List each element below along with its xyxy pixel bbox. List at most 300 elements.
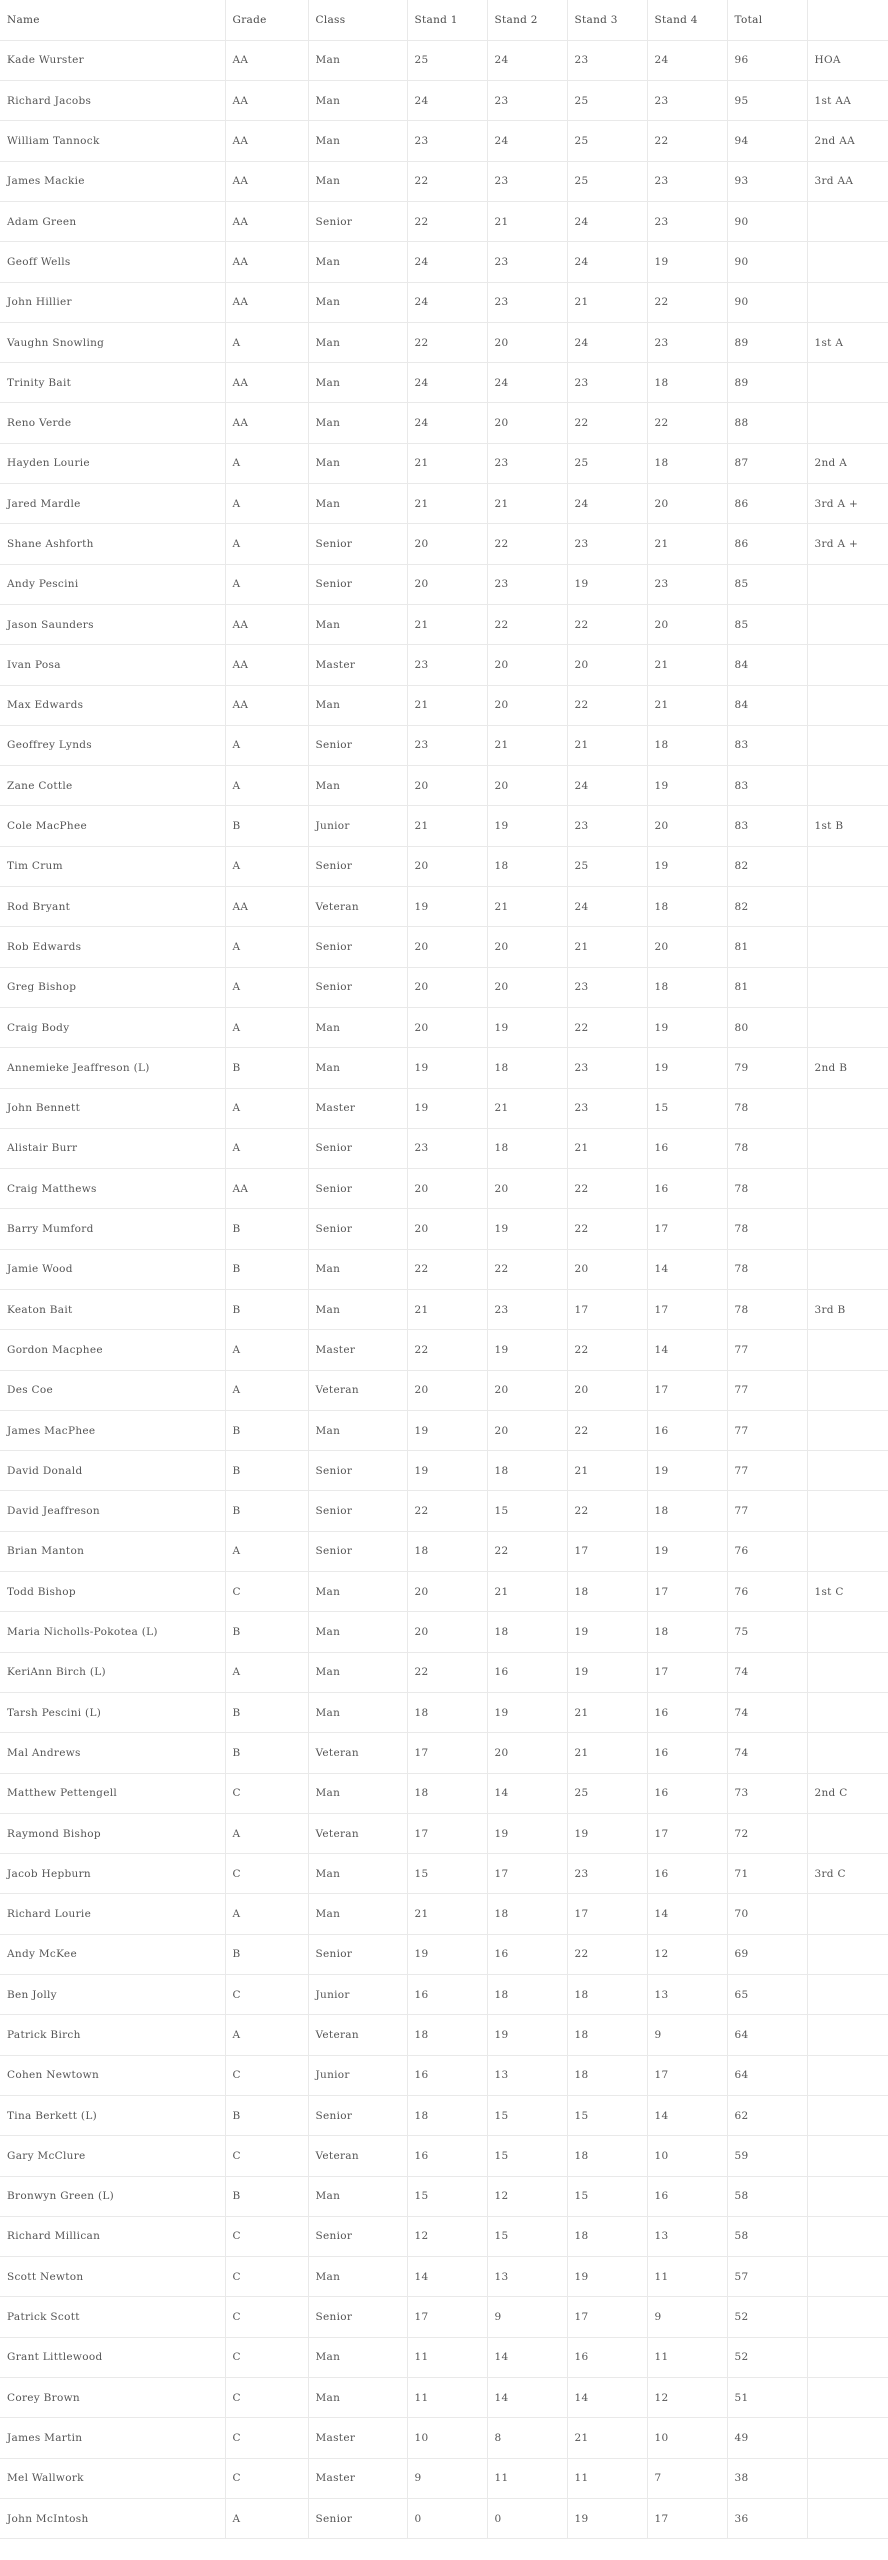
cell-grade: C bbox=[225, 2297, 308, 2337]
cell-name: Des Coe bbox=[0, 1370, 225, 1410]
cell-stand-1: 17 bbox=[407, 1733, 487, 1773]
cell-total: 89 bbox=[727, 363, 807, 403]
cell-stand-1: 9 bbox=[407, 2458, 487, 2498]
cell-award: 1st AA bbox=[807, 81, 888, 121]
cell-grade: A bbox=[225, 1007, 308, 1047]
cell-name: David Donald bbox=[0, 1451, 225, 1491]
cell-name: Raymond Bishop bbox=[0, 1813, 225, 1853]
cell-stand-1: 19 bbox=[407, 887, 487, 927]
cell-stand-4: 19 bbox=[647, 766, 727, 806]
cell-award: 2nd A bbox=[807, 443, 888, 483]
cell-stand-3: 22 bbox=[567, 1410, 647, 1450]
table-row bbox=[0, 322, 888, 362]
cell-total: 78 bbox=[727, 1209, 807, 1249]
cell-name: Jared Mardle bbox=[0, 484, 225, 524]
cell-stand-4: 19 bbox=[647, 242, 727, 282]
table-row bbox=[0, 1854, 888, 1894]
cell-stand-4: 23 bbox=[647, 81, 727, 121]
cell-total: 81 bbox=[727, 967, 807, 1007]
cell-stand-2: 20 bbox=[487, 927, 567, 967]
cell-name: Patrick Scott bbox=[0, 2297, 225, 2337]
cell-stand-1: 18 bbox=[407, 1773, 487, 1813]
cell-stand-3: 22 bbox=[567, 1169, 647, 1209]
cell-grade: AA bbox=[225, 363, 308, 403]
cell-grade: C bbox=[225, 1773, 308, 1813]
cell-name: Tim Crum bbox=[0, 846, 225, 886]
table-row bbox=[0, 1692, 888, 1732]
cell-stand-4: 12 bbox=[647, 1934, 727, 1974]
cell-total: 71 bbox=[727, 1854, 807, 1894]
cell-stand-3: 17 bbox=[567, 1894, 647, 1934]
cell-grade: B bbox=[225, 1209, 308, 1249]
cell-stand-4: 10 bbox=[647, 2418, 727, 2458]
cell-grade: AA bbox=[225, 685, 308, 725]
cell-class: Man bbox=[308, 1410, 407, 1450]
cell-stand-2: 23 bbox=[487, 81, 567, 121]
cell-stand-3: 14 bbox=[567, 2378, 647, 2418]
cell-grade: C bbox=[225, 2055, 308, 2095]
cell-stand-4: 21 bbox=[647, 524, 727, 564]
cell-award: 3rd A + bbox=[807, 524, 888, 564]
cell-total: 78 bbox=[727, 1249, 807, 1289]
cell-stand-4: 17 bbox=[647, 2498, 727, 2538]
cell-total: 95 bbox=[727, 81, 807, 121]
cell-award: 3rd A + bbox=[807, 484, 888, 524]
table-row bbox=[0, 2297, 888, 2337]
cell-stand-1: 20 bbox=[407, 524, 487, 564]
cell-name: Hayden Lourie bbox=[0, 443, 225, 483]
table-row bbox=[0, 161, 888, 201]
cell-name: Greg Bishop bbox=[0, 967, 225, 1007]
cell-stand-2: 9 bbox=[487, 2297, 567, 2337]
cell-stand-1: 10 bbox=[407, 2418, 487, 2458]
cell-stand-3: 24 bbox=[567, 322, 647, 362]
cell-award: 1st B bbox=[807, 806, 888, 846]
cell-class: Veteran bbox=[308, 1733, 407, 1773]
cell-stand-2: 20 bbox=[487, 1410, 567, 1450]
cell-class: Man bbox=[308, 443, 407, 483]
cell-stand-3: 24 bbox=[567, 242, 647, 282]
cell-stand-1: 21 bbox=[407, 1290, 487, 1330]
table-row bbox=[0, 1773, 888, 1813]
table-row bbox=[0, 1652, 888, 1692]
cell-stand-3: 17 bbox=[567, 1290, 647, 1330]
cell-stand-4: 9 bbox=[647, 2015, 727, 2055]
cell-total: 79 bbox=[727, 1048, 807, 1088]
cell-award bbox=[807, 564, 888, 604]
cell-grade: B bbox=[225, 1410, 308, 1450]
table-row bbox=[0, 40, 888, 80]
cell-award bbox=[807, 1491, 888, 1531]
cell-name: Richard Lourie bbox=[0, 1894, 225, 1934]
cell-name: Mal Andrews bbox=[0, 1733, 225, 1773]
cell-award bbox=[807, 2498, 888, 2538]
table-row bbox=[0, 806, 888, 846]
header-stand-2: Stand 2 bbox=[487, 0, 567, 40]
cell-stand-1: 21 bbox=[407, 484, 487, 524]
table-row bbox=[0, 2136, 888, 2176]
cell-stand-1: 18 bbox=[407, 1692, 487, 1732]
cell-name: Rob Edwards bbox=[0, 927, 225, 967]
cell-grade: B bbox=[225, 1290, 308, 1330]
cell-stand-1: 21 bbox=[407, 685, 487, 725]
cell-award bbox=[807, 282, 888, 322]
cell-class: Man bbox=[308, 40, 407, 80]
cell-name: Richard Jacobs bbox=[0, 81, 225, 121]
cell-stand-2: 14 bbox=[487, 2337, 567, 2377]
cell-award bbox=[807, 1330, 888, 1370]
cell-grade: A bbox=[225, 1330, 308, 1370]
cell-stand-2: 23 bbox=[487, 443, 567, 483]
cell-class: Senior bbox=[308, 564, 407, 604]
cell-stand-2: 19 bbox=[487, 806, 567, 846]
cell-class: Man bbox=[308, 403, 407, 443]
cell-award: 2nd AA bbox=[807, 121, 888, 161]
cell-name: KeriAnn Birch (L) bbox=[0, 1652, 225, 1692]
cell-total: 89 bbox=[727, 322, 807, 362]
cell-name: Scott Newton bbox=[0, 2257, 225, 2297]
cell-total: 74 bbox=[727, 1733, 807, 1773]
cell-stand-4: 7 bbox=[647, 2458, 727, 2498]
table-row bbox=[0, 2418, 888, 2458]
cell-stand-1: 16 bbox=[407, 1975, 487, 2015]
cell-class: Veteran bbox=[308, 2136, 407, 2176]
cell-grade: A bbox=[225, 443, 308, 483]
cell-name: Adam Green bbox=[0, 201, 225, 241]
cell-total: 84 bbox=[727, 685, 807, 725]
cell-name: Jacob Hepburn bbox=[0, 1854, 225, 1894]
cell-stand-1: 22 bbox=[407, 1330, 487, 1370]
table-row bbox=[0, 927, 888, 967]
cell-award: 1st C bbox=[807, 1572, 888, 1612]
cell-grade: AA bbox=[225, 121, 308, 161]
cell-total: 58 bbox=[727, 2176, 807, 2216]
cell-total: 70 bbox=[727, 1894, 807, 1934]
cell-stand-3: 25 bbox=[567, 443, 647, 483]
cell-award bbox=[807, 403, 888, 443]
cell-stand-4: 9 bbox=[647, 2297, 727, 2337]
table-row bbox=[0, 1491, 888, 1531]
cell-stand-2: 19 bbox=[487, 1007, 567, 1047]
cell-stand-2: 21 bbox=[487, 725, 567, 765]
cell-stand-2: 22 bbox=[487, 1531, 567, 1571]
cell-grade: C bbox=[225, 2136, 308, 2176]
cell-total: 36 bbox=[727, 2498, 807, 2538]
cell-grade: AA bbox=[225, 887, 308, 927]
cell-stand-1: 19 bbox=[407, 1451, 487, 1491]
cell-name: Maria Nicholls-Pokotea (L) bbox=[0, 1612, 225, 1652]
cell-award bbox=[807, 685, 888, 725]
table-row bbox=[0, 81, 888, 121]
cell-stand-1: 21 bbox=[407, 443, 487, 483]
header-stand-3: Stand 3 bbox=[567, 0, 647, 40]
cell-stand-2: 0 bbox=[487, 2498, 567, 2538]
cell-stand-2: 21 bbox=[487, 484, 567, 524]
table-row bbox=[0, 1572, 888, 1612]
cell-stand-2: 11 bbox=[487, 2458, 567, 2498]
cell-name: Cohen Newtown bbox=[0, 2055, 225, 2095]
table-row bbox=[0, 846, 888, 886]
cell-name: David Jeaffreson bbox=[0, 1491, 225, 1531]
cell-grade: B bbox=[225, 806, 308, 846]
cell-grade: A bbox=[225, 322, 308, 362]
cell-stand-4: 18 bbox=[647, 967, 727, 1007]
cell-total: 64 bbox=[727, 2055, 807, 2095]
cell-stand-2: 20 bbox=[487, 403, 567, 443]
cell-stand-4: 20 bbox=[647, 806, 727, 846]
cell-stand-3: 23 bbox=[567, 967, 647, 1007]
cell-award bbox=[807, 1813, 888, 1853]
cell-class: Veteran bbox=[308, 1370, 407, 1410]
cell-stand-1: 24 bbox=[407, 242, 487, 282]
cell-stand-3: 15 bbox=[567, 2176, 647, 2216]
cell-stand-1: 22 bbox=[407, 1491, 487, 1531]
cell-stand-4: 23 bbox=[647, 161, 727, 201]
cell-stand-3: 19 bbox=[567, 1612, 647, 1652]
table-row bbox=[0, 2055, 888, 2095]
cell-name: Gordon Macphee bbox=[0, 1330, 225, 1370]
cell-stand-3: 23 bbox=[567, 1048, 647, 1088]
cell-class: Veteran bbox=[308, 2015, 407, 2055]
cell-stand-2: 22 bbox=[487, 604, 567, 644]
cell-grade: AA bbox=[225, 40, 308, 80]
cell-stand-4: 22 bbox=[647, 403, 727, 443]
cell-grade: A bbox=[225, 927, 308, 967]
cell-grade: AA bbox=[225, 242, 308, 282]
cell-grade: C bbox=[225, 1975, 308, 2015]
cell-stand-2: 14 bbox=[487, 1773, 567, 1813]
table-row bbox=[0, 2015, 888, 2055]
cell-stand-2: 18 bbox=[487, 1048, 567, 1088]
cell-grade: A bbox=[225, 1531, 308, 1571]
cell-grade: AA bbox=[225, 604, 308, 644]
cell-stand-1: 20 bbox=[407, 1370, 487, 1410]
cell-stand-3: 20 bbox=[567, 1249, 647, 1289]
cell-stand-1: 18 bbox=[407, 2095, 487, 2135]
cell-stand-1: 25 bbox=[407, 40, 487, 80]
cell-grade: B bbox=[225, 1249, 308, 1289]
cell-stand-2: 24 bbox=[487, 40, 567, 80]
cell-stand-1: 20 bbox=[407, 1007, 487, 1047]
cell-stand-2: 15 bbox=[487, 2136, 567, 2176]
cell-grade: AA bbox=[225, 645, 308, 685]
cell-total: 77 bbox=[727, 1491, 807, 1531]
cell-stand-3: 21 bbox=[567, 1733, 647, 1773]
cell-award bbox=[807, 2176, 888, 2216]
cell-name: Vaughn Snowling bbox=[0, 322, 225, 362]
cell-grade: AA bbox=[225, 403, 308, 443]
cell-stand-4: 20 bbox=[647, 604, 727, 644]
cell-stand-3: 15 bbox=[567, 2095, 647, 2135]
cell-stand-1: 20 bbox=[407, 967, 487, 1007]
cell-name: John Bennett bbox=[0, 1088, 225, 1128]
cell-stand-2: 18 bbox=[487, 1128, 567, 1168]
cell-stand-2: 13 bbox=[487, 2055, 567, 2095]
table-row bbox=[0, 1290, 888, 1330]
cell-stand-1: 20 bbox=[407, 766, 487, 806]
cell-total: 82 bbox=[727, 846, 807, 886]
table-row bbox=[0, 1209, 888, 1249]
cell-class: Man bbox=[308, 766, 407, 806]
cell-stand-2: 17 bbox=[487, 1854, 567, 1894]
cell-total: 73 bbox=[727, 1773, 807, 1813]
cell-stand-4: 18 bbox=[647, 887, 727, 927]
cell-name: Richard Millican bbox=[0, 2216, 225, 2256]
cell-award bbox=[807, 2095, 888, 2135]
cell-class: Man bbox=[308, 1007, 407, 1047]
cell-stand-2: 12 bbox=[487, 2176, 567, 2216]
cell-stand-3: 17 bbox=[567, 2297, 647, 2337]
cell-grade: A bbox=[225, 524, 308, 564]
cell-class: Senior bbox=[308, 927, 407, 967]
cell-award bbox=[807, 2216, 888, 2256]
cell-name: Keaton Bait bbox=[0, 1290, 225, 1330]
table-row bbox=[0, 564, 888, 604]
table-row bbox=[0, 645, 888, 685]
cell-stand-2: 18 bbox=[487, 1451, 567, 1491]
cell-grade: AA bbox=[225, 282, 308, 322]
cell-name: James Martin bbox=[0, 2418, 225, 2458]
cell-award bbox=[807, 2055, 888, 2095]
cell-stand-4: 11 bbox=[647, 2337, 727, 2377]
cell-stand-3: 22 bbox=[567, 1934, 647, 1974]
cell-stand-3: 22 bbox=[567, 1491, 647, 1531]
cell-stand-1: 16 bbox=[407, 2055, 487, 2095]
cell-class: Man bbox=[308, 2176, 407, 2216]
cell-award bbox=[807, 1531, 888, 1571]
cell-class: Senior bbox=[308, 1209, 407, 1249]
cell-stand-1: 22 bbox=[407, 1652, 487, 1692]
cell-stand-3: 23 bbox=[567, 363, 647, 403]
cell-award: 1st A bbox=[807, 322, 888, 362]
table-row bbox=[0, 2216, 888, 2256]
cell-award bbox=[807, 1088, 888, 1128]
cell-stand-4: 17 bbox=[647, 1652, 727, 1692]
table-row bbox=[0, 1370, 888, 1410]
cell-stand-1: 20 bbox=[407, 846, 487, 886]
cell-stand-4: 17 bbox=[647, 1209, 727, 1249]
cell-stand-4: 20 bbox=[647, 927, 727, 967]
cell-stand-4: 10 bbox=[647, 2136, 727, 2176]
cell-stand-1: 20 bbox=[407, 1169, 487, 1209]
cell-total: 83 bbox=[727, 766, 807, 806]
header-stand-4: Stand 4 bbox=[647, 0, 727, 40]
table-row bbox=[0, 1531, 888, 1571]
table-row bbox=[0, 282, 888, 322]
cell-total: 57 bbox=[727, 2257, 807, 2297]
cell-name: Rod Bryant bbox=[0, 887, 225, 927]
cell-stand-4: 16 bbox=[647, 1410, 727, 1450]
cell-stand-2: 20 bbox=[487, 1370, 567, 1410]
cell-stand-4: 16 bbox=[647, 2176, 727, 2216]
cell-class: Man bbox=[308, 1048, 407, 1088]
cell-stand-2: 15 bbox=[487, 2216, 567, 2256]
cell-stand-1: 22 bbox=[407, 161, 487, 201]
cell-stand-3: 19 bbox=[567, 1652, 647, 1692]
cell-award bbox=[807, 1451, 888, 1491]
cell-stand-1: 22 bbox=[407, 322, 487, 362]
cell-total: 77 bbox=[727, 1410, 807, 1450]
cell-name: John McIntosh bbox=[0, 2498, 225, 2538]
cell-grade: C bbox=[225, 1572, 308, 1612]
cell-grade: C bbox=[225, 2216, 308, 2256]
cell-total: 76 bbox=[727, 1531, 807, 1571]
cell-class: Senior bbox=[308, 524, 407, 564]
cell-class: Veteran bbox=[308, 887, 407, 927]
cell-stand-4: 16 bbox=[647, 1854, 727, 1894]
cell-total: 58 bbox=[727, 2216, 807, 2256]
cell-grade: A bbox=[225, 484, 308, 524]
cell-grade: C bbox=[225, 2337, 308, 2377]
cell-stand-4: 17 bbox=[647, 1290, 727, 1330]
cell-stand-2: 19 bbox=[487, 2015, 567, 2055]
cell-name: Craig Matthews bbox=[0, 1169, 225, 1209]
cell-name: Matthew Pettengell bbox=[0, 1773, 225, 1813]
cell-class: Man bbox=[308, 242, 407, 282]
cell-name: Craig Body bbox=[0, 1007, 225, 1047]
cell-class: Senior bbox=[308, 2095, 407, 2135]
cell-grade: C bbox=[225, 2418, 308, 2458]
cell-stand-2: 20 bbox=[487, 766, 567, 806]
cell-stand-3: 18 bbox=[567, 2015, 647, 2055]
cell-name: William Tannock bbox=[0, 121, 225, 161]
cell-stand-2: 19 bbox=[487, 1813, 567, 1853]
cell-total: 85 bbox=[727, 604, 807, 644]
cell-award bbox=[807, 201, 888, 241]
cell-stand-1: 22 bbox=[407, 1249, 487, 1289]
cell-stand-3: 25 bbox=[567, 121, 647, 161]
cell-total: 82 bbox=[727, 887, 807, 927]
cell-grade: A bbox=[225, 1370, 308, 1410]
cell-stand-3: 24 bbox=[567, 201, 647, 241]
cell-stand-1: 21 bbox=[407, 1894, 487, 1934]
cell-stand-4: 23 bbox=[647, 564, 727, 604]
cell-stand-3: 21 bbox=[567, 282, 647, 322]
cell-stand-3: 24 bbox=[567, 887, 647, 927]
cell-stand-3: 23 bbox=[567, 1088, 647, 1128]
cell-total: 86 bbox=[727, 484, 807, 524]
header-award bbox=[807, 0, 888, 40]
cell-stand-3: 19 bbox=[567, 2498, 647, 2538]
cell-total: 77 bbox=[727, 1451, 807, 1491]
cell-total: 84 bbox=[727, 645, 807, 685]
cell-total: 88 bbox=[727, 403, 807, 443]
cell-class: Man bbox=[308, 121, 407, 161]
cell-total: 87 bbox=[727, 443, 807, 483]
cell-stand-3: 20 bbox=[567, 1370, 647, 1410]
cell-grade: B bbox=[225, 1048, 308, 1088]
table-header-row bbox=[0, 0, 888, 40]
cell-stand-2: 18 bbox=[487, 1975, 567, 2015]
cell-total: 51 bbox=[727, 2378, 807, 2418]
cell-name: Mel Wallwork bbox=[0, 2458, 225, 2498]
cell-stand-3: 22 bbox=[567, 1209, 647, 1249]
table-row bbox=[0, 1612, 888, 1652]
cell-stand-3: 21 bbox=[567, 2418, 647, 2458]
cell-stand-3: 23 bbox=[567, 40, 647, 80]
cell-stand-3: 23 bbox=[567, 1854, 647, 1894]
cell-stand-2: 21 bbox=[487, 887, 567, 927]
cell-stand-2: 23 bbox=[487, 1290, 567, 1330]
cell-stand-3: 18 bbox=[567, 1572, 647, 1612]
cell-stand-2: 19 bbox=[487, 1330, 567, 1370]
cell-stand-4: 19 bbox=[647, 1048, 727, 1088]
cell-class: Man bbox=[308, 685, 407, 725]
cell-class: Man bbox=[308, 1692, 407, 1732]
cell-total: 64 bbox=[727, 2015, 807, 2055]
table-row bbox=[0, 1128, 888, 1168]
cell-award bbox=[807, 1612, 888, 1652]
